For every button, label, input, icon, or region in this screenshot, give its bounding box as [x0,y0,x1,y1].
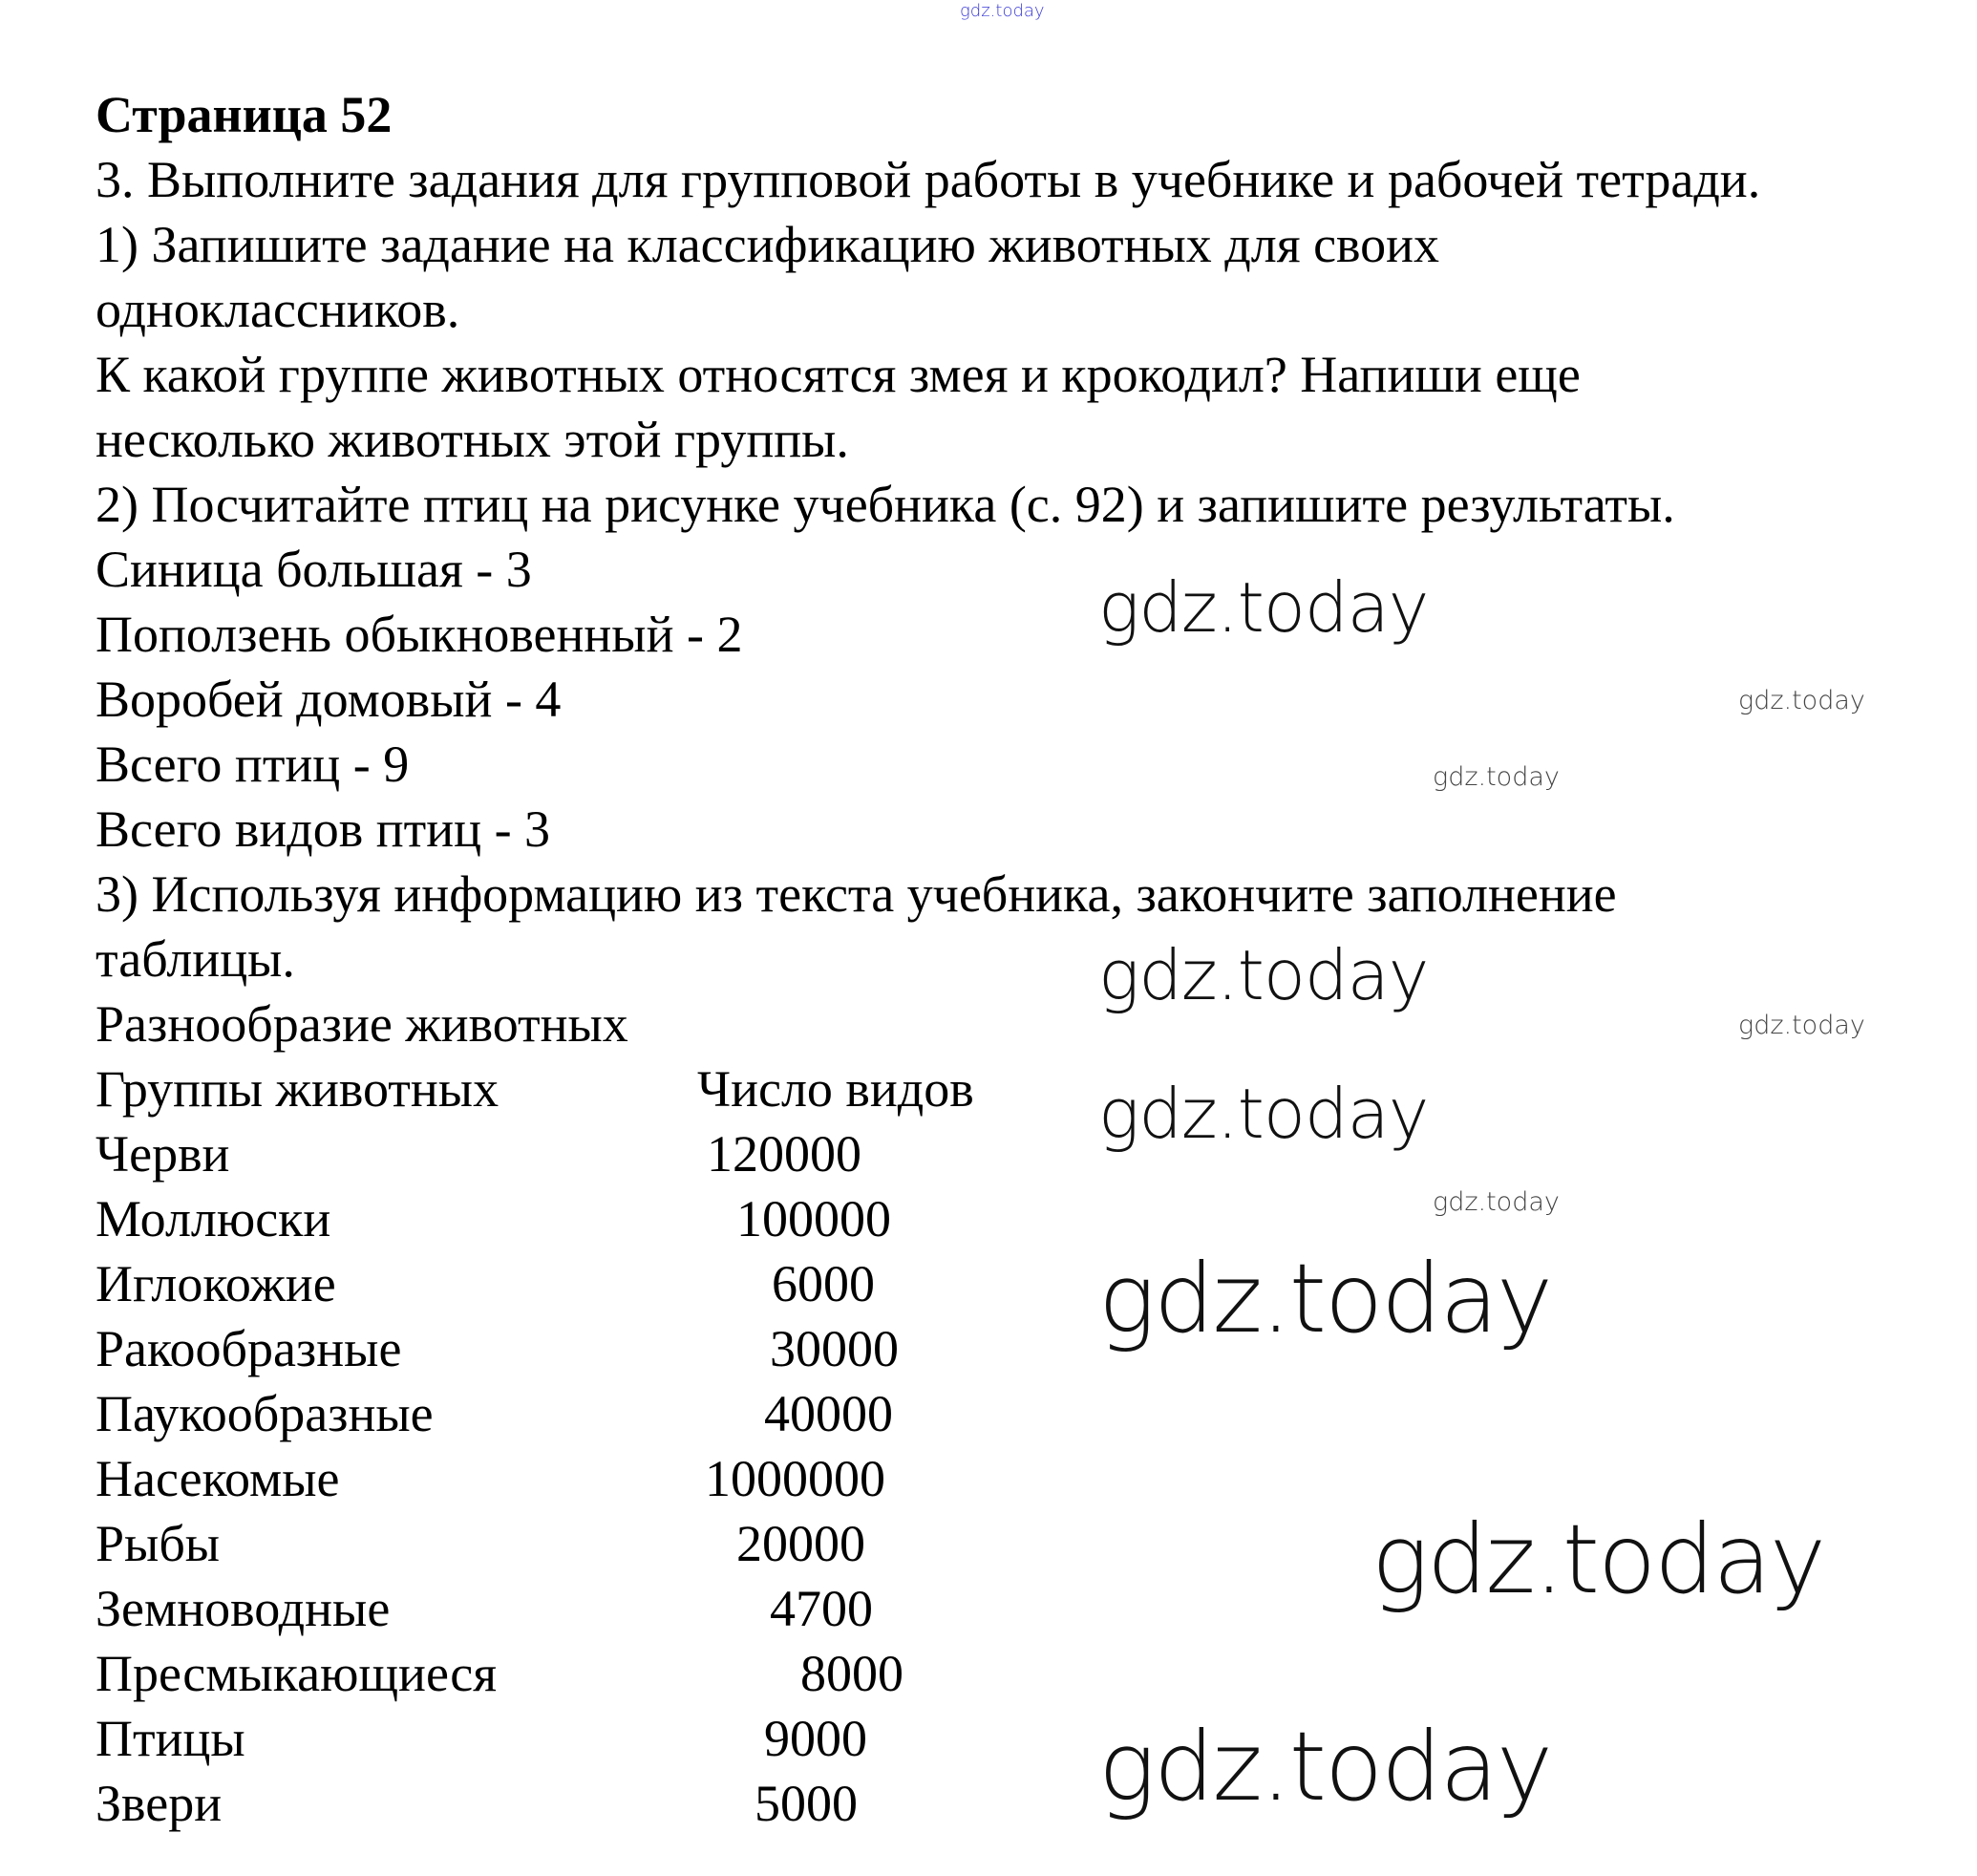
species-count: 9000 [764,1710,867,1767]
watermark: gdz.today [1433,1187,1560,1217]
text-line: Воробей домовый - 4 [96,671,562,728]
watermark: gdz.today [1098,567,1429,648]
table-row [96,1381,1967,1446]
species-count: 100000 [736,1190,891,1247]
species-count: 40000 [764,1385,893,1442]
watermark: gdz.today [1098,1711,1552,1823]
text-line: 1) Запишите задание на классификацию животных для своих [96,216,1440,273]
species-count: 4700 [770,1580,873,1637]
table-header [96,1056,1967,1121]
group-name: Земноводные [96,1580,391,1637]
text-line: таблицы. [96,930,295,988]
table-row [96,1641,1967,1706]
table-row [96,1316,1967,1381]
text-line: Поползень обыкновенный - 2 [96,606,743,663]
text-line: К какой группе животных относятся змея и крокодил? Напиши еще [96,346,1581,403]
watermark: gdz.today [1371,1503,1825,1615]
group-name: Иглокожие [96,1255,336,1312]
group-name: Пресмыкающиеся [96,1645,498,1702]
header-count: Число видов [697,1060,974,1118]
species-count: 30000 [770,1320,899,1377]
text-line: Всего видов птиц - 3 [96,800,551,858]
species-count: 20000 [736,1515,865,1572]
group-name: Рыбы [96,1515,221,1572]
watermark: gdz.today [1098,1243,1552,1354]
group-name: Моллюски [96,1190,331,1247]
table-row [96,1771,1967,1836]
group-name: Птицы [96,1710,245,1767]
group-name: Звери [96,1775,223,1832]
text-line: Синица большая - 3 [96,541,532,598]
text-line: несколько животных этой группы. [96,411,849,468]
header-group: Группы животных [96,1060,500,1118]
species-count: 120000 [707,1125,861,1183]
group-name: Черви [96,1125,230,1183]
group-name: Насекомые [96,1450,340,1507]
species-count: 5000 [755,1775,858,1832]
text-line: одноклассников. [96,281,460,338]
watermark: gdz.today [1433,762,1560,792]
group-name: Паукообразные [96,1385,434,1442]
table-row [96,1706,1967,1771]
text-line: Всего птиц - 9 [96,735,410,793]
table-row [96,1251,1967,1316]
watermark: gdz.today [960,1,1045,21]
page-title: Страница 52 [96,86,393,143]
group-name: Ракообразные [96,1320,402,1377]
watermark: gdz.today [1098,1074,1429,1154]
species-count: 8000 [800,1645,903,1702]
species-count: 6000 [772,1255,875,1312]
table-row [96,1186,1967,1251]
text-line: 3) Используя информацию из текста учебника, закончите заполнение [96,865,1617,923]
species-count: 1000000 [705,1450,885,1507]
text-line: 3. Выполните задания для групповой работы в учебнике и рабочей тетради. [96,151,1761,208]
table-row [96,1121,1967,1186]
table-row [96,1446,1967,1511]
watermark: gdz.today [1738,686,1865,715]
text-line: 2) Посчитайте птиц на рисунке учебника (с. 92) и запишите результаты. [96,476,1675,533]
watermark: gdz.today [1738,1011,1865,1040]
watermark: gdz.today [1098,935,1429,1015]
table-title: Разнообразие животных [96,995,628,1053]
